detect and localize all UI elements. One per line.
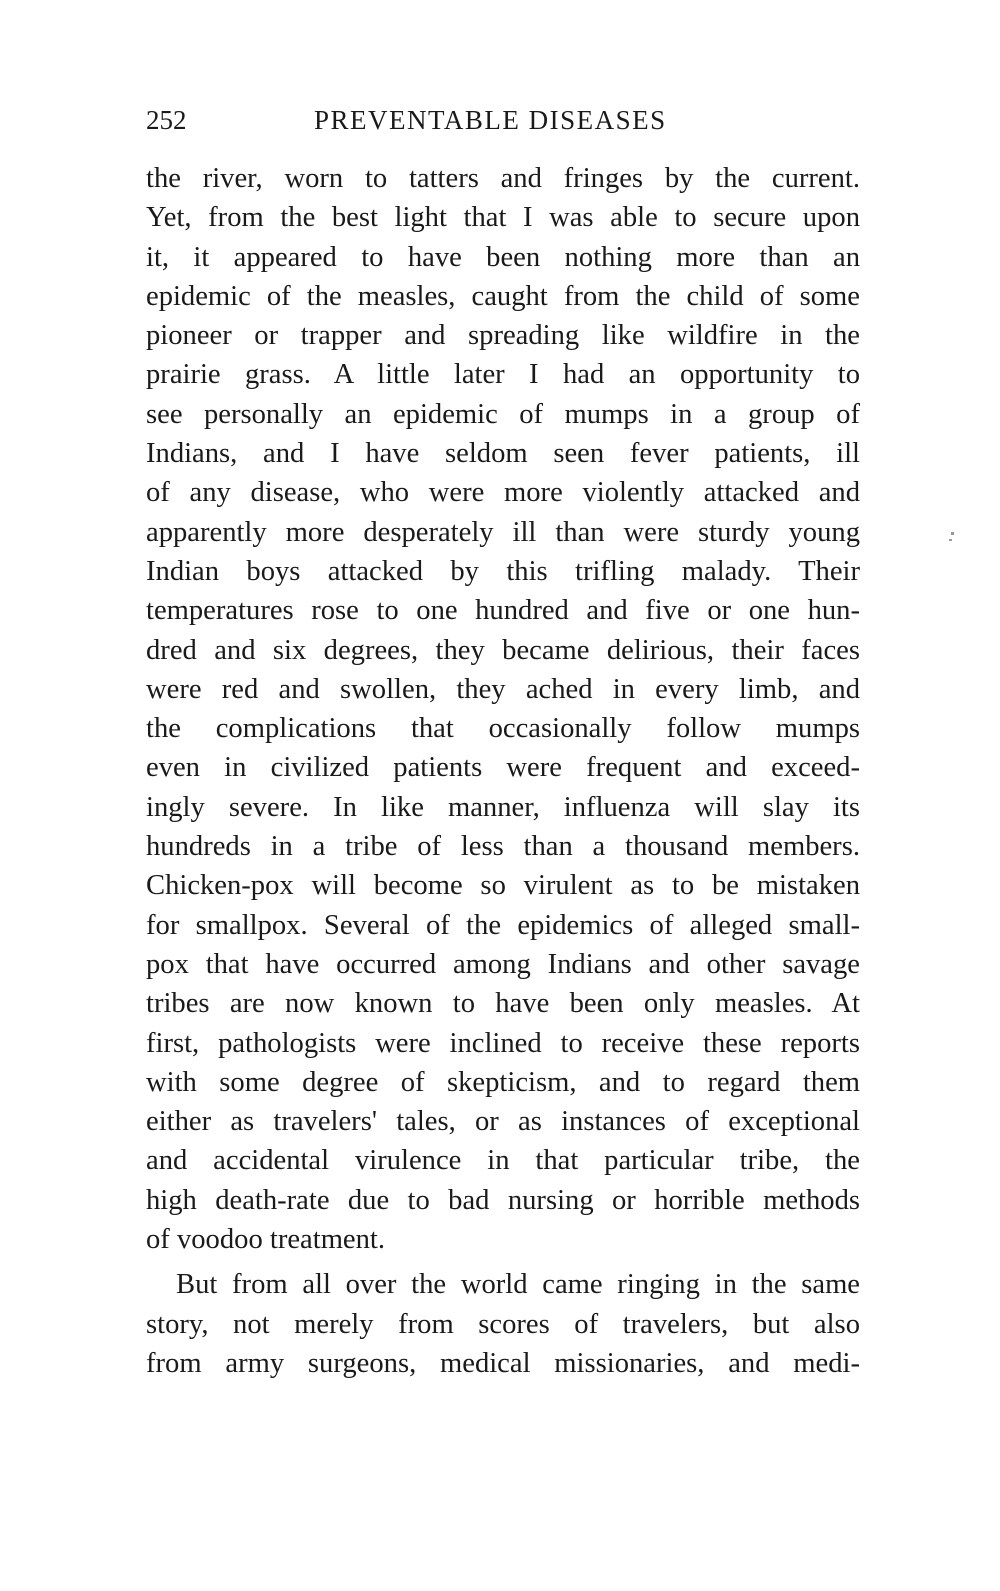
running-head — [146, 100, 860, 140]
scan-speck — [949, 539, 952, 541]
text-line: see personally an epidemic of mumps in a group of — [146, 398, 860, 430]
text-line: apparently more desperately ill than were sturdy young — [146, 516, 860, 548]
text-line: prairie grass. A little later I had an opportunity to — [146, 359, 860, 391]
text-line: But from all over the world came ringing in the same — [176, 1269, 860, 1301]
text-line: for smallpox. Several of the epidemics of alleged small- — [146, 909, 860, 941]
text-line: ingly severe. In like manner, influenza will slay its — [146, 791, 860, 823]
text-line: Indian boys attacked by this trifling malady. Their — [146, 555, 860, 587]
scan-speck — [951, 532, 954, 535]
text-line: pox that have occurred among Indians and other savage — [146, 948, 860, 980]
text-line: tribes are now known to have been only measles. At — [146, 988, 860, 1020]
text-line: high death-rate due to bad nursing or horrible methods — [146, 1184, 860, 1216]
text-line: pioneer or trapper and spreading like wildfire in the — [146, 320, 860, 352]
text-line: with some degree of skepticism, and to regard them — [146, 1066, 860, 1098]
text-line: the complications that occasionally follow mumps — [146, 713, 860, 745]
text-line: Indians, and I have seldom seen fever patients, ill — [146, 438, 860, 470]
text-line: it, it appeared to have been nothing more than an — [146, 241, 860, 273]
body-text — [146, 159, 860, 1383]
text-line: dred and six degrees, they became delirious, their faces — [146, 634, 860, 666]
text-line: Yet, from the best light that I was able to secure upon — [146, 202, 860, 234]
text-line: and accidental virulence in that particular tribe, the — [146, 1145, 860, 1177]
paragraph-2 — [146, 1265, 860, 1383]
page-number: 252 — [146, 105, 187, 135]
paragraph-1 — [146, 159, 860, 1259]
text-line: epidemic of the measles, caught from the child of some — [146, 280, 860, 312]
text-line: of any disease, who were more violently attacked and — [146, 477, 860, 509]
text-line: story, not merely from scores of travelers, but also — [146, 1308, 860, 1340]
running-title: PREVENTABLE DISEASES — [314, 105, 667, 135]
text-line: Chicken-pox will become so virulent as to be mistaken — [146, 870, 860, 902]
text-line: even in civilized patients were frequent and exceed- — [146, 752, 860, 784]
text-line: temperatures rose to one hundred and five or one hun- — [146, 595, 860, 627]
text-line: the river, worn to tatters and fringes by the current. — [146, 163, 860, 194]
text-line: were red and swollen, they ached in every limb, and — [146, 673, 860, 705]
text-line: hundreds in a tribe of less than a thousand members. — [146, 831, 860, 863]
text-line: from army surgeons, medical missionaries, and medi- — [146, 1347, 860, 1379]
text-line: of voodoo treatment. — [146, 1224, 386, 1256]
text-line: first, pathologists were inclined to receive these reports — [146, 1027, 860, 1059]
text-line: either as travelers' tales, or as instances of exceptional — [146, 1106, 860, 1138]
